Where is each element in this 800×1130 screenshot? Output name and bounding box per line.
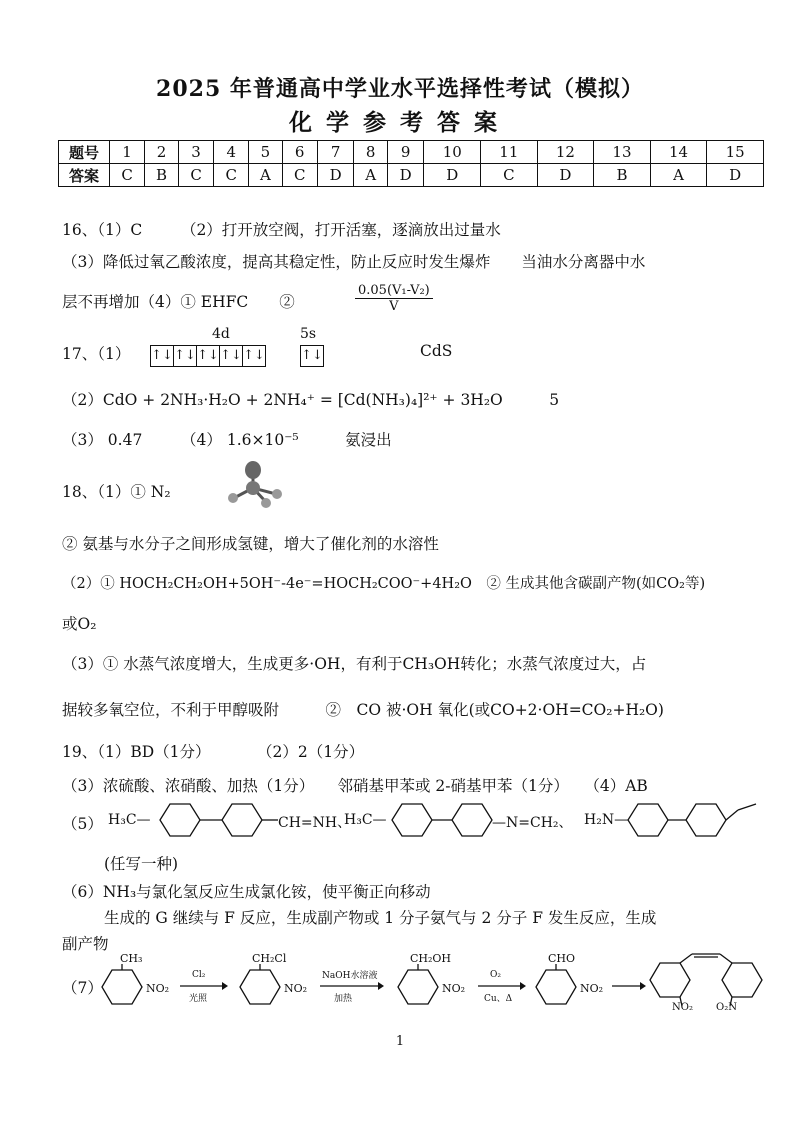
question-number-cell: 4 bbox=[214, 141, 249, 164]
q16-line3: 层不再增加（4）① EHFC ② bbox=[62, 293, 295, 311]
question-number-cell: 6 bbox=[282, 141, 317, 164]
q19-line1: 19、（1）BD（1分） （2）2（1分） bbox=[62, 743, 365, 761]
q19-line8-label: （7） bbox=[62, 979, 103, 997]
arrow2-bottom: 加热 bbox=[334, 994, 353, 1004]
question-number-cell: 13 bbox=[594, 141, 651, 164]
q18-line1: 18、（1）① N₂ bbox=[62, 483, 171, 501]
fraction-numerator: 0.05(V₁-V₂) bbox=[355, 283, 433, 299]
r3-sub-top: CH₂OH bbox=[410, 952, 452, 965]
question-number-cell: 2 bbox=[145, 141, 179, 164]
r4-sub-right: NO₂ bbox=[580, 982, 604, 995]
orbital-box: ↑↓ bbox=[174, 346, 197, 366]
answer-table bbox=[58, 140, 764, 187]
orbital-diagram-4d bbox=[150, 344, 266, 367]
benzene-ring-reactant-1 bbox=[96, 964, 146, 1010]
question-number-cell: 7 bbox=[317, 141, 354, 164]
answer-cell: D bbox=[317, 164, 354, 187]
arrow3-top: O₂ bbox=[490, 970, 501, 980]
orbital-label-4d: 4d bbox=[212, 326, 230, 342]
answer-cell: D bbox=[387, 164, 424, 187]
q17-line3: （3） 0.47 （4） 1.6×10⁻⁵ 氨浸出 bbox=[62, 431, 392, 449]
structure2-left: H₃C— bbox=[344, 812, 387, 828]
q18-line6: 据较多氧空位，不利于甲醇吸附 ② CO 被·OH 氧化(或CO+2·OH=CO₂+H₂O) bbox=[62, 701, 664, 719]
r1-sub-top: CH₃ bbox=[120, 952, 143, 965]
arrow2-top: NaOH水溶液 bbox=[322, 971, 378, 981]
q18-line3: （2）① HOCH₂CH₂OH+5OH⁻-4e⁻=HOCH₂COO⁻+4H₂O ② 生成其他含碳副产物(如CO₂等) bbox=[62, 576, 706, 592]
structure1-left: H₃C— bbox=[108, 812, 151, 828]
answer-cell: C bbox=[214, 164, 249, 187]
question-number-cell: 15 bbox=[707, 141, 764, 164]
question-number-cell: 12 bbox=[537, 141, 594, 164]
orbital-box: ↑↓ bbox=[151, 346, 174, 366]
arrow1-bottom: 光照 bbox=[189, 994, 208, 1004]
row-label-question: 题号 bbox=[59, 141, 110, 164]
q16-line1: 16、（1）C （2）打开放空阀，打开活塞，逐滴放出过量水 bbox=[62, 221, 501, 239]
answer-cell: D bbox=[424, 164, 481, 187]
answer-cell: C bbox=[110, 164, 145, 187]
answer-cell: A bbox=[650, 164, 707, 187]
q17-cds: CdS bbox=[420, 342, 453, 360]
page-number: 1 bbox=[395, 1034, 405, 1049]
answer-cell: C bbox=[179, 164, 214, 187]
answer-cell: D bbox=[707, 164, 764, 187]
q18-line4: 或O₂ bbox=[62, 615, 97, 633]
question-number-cell: 8 bbox=[354, 141, 387, 164]
q19-line5: （6）NH₃与氯化氢反应生成氯化铵，使平衡正向移动 bbox=[62, 883, 431, 901]
benzene-ring-reactant-4 bbox=[530, 964, 580, 1010]
answer-cell: A bbox=[354, 164, 387, 187]
r1-sub-right: NO₂ bbox=[146, 982, 170, 995]
question-number-cell: 5 bbox=[249, 141, 282, 164]
q17-label: 17、（1） bbox=[62, 345, 131, 363]
orbital-box: ↑↓ bbox=[220, 346, 243, 366]
structure1-right: CH=NH、 bbox=[278, 815, 352, 831]
orbital-box: ↑↓ bbox=[197, 346, 220, 366]
orbital-box: ↑↓ bbox=[243, 348, 265, 363]
structure3-left: H₂N— bbox=[584, 812, 629, 828]
orbital-label-5s: 5s bbox=[300, 326, 317, 342]
q19-line6: 生成的 G 继续与 F 反应，生成副产物或 1 分子氨气与 2 分子 F 发生反应，生成 bbox=[104, 909, 657, 927]
stilbene-product-structure bbox=[646, 952, 766, 1014]
arrow1-top: Cl₂ bbox=[192, 970, 206, 980]
answer-cell: C bbox=[282, 164, 317, 187]
question-number-cell: 14 bbox=[650, 141, 707, 164]
benzene-ring-reactant-3 bbox=[392, 964, 442, 1010]
q18-line2: ② 氨基与水分子之间形成氢键，增大了催化剂的水溶性 bbox=[62, 535, 439, 553]
q16-line2: （3）降低过氧乙酸浓度，提高其稳定性，防止反应时发生爆炸 当油水分离器中水 bbox=[62, 253, 646, 271]
reaction-arrow-4 bbox=[610, 980, 646, 992]
product-no2-left: NO₂ bbox=[672, 1002, 693, 1013]
answer-cell: A bbox=[249, 164, 282, 187]
answer-cell: D bbox=[537, 164, 594, 187]
row-label-answer: 答案 bbox=[59, 164, 110, 187]
q17-line2: （2）CdO + 2NH₃·H₂O + 2NH₄⁺ = [Cd(NH₃)₄]²⁺ + 3H₂O 5 bbox=[62, 391, 560, 409]
q19-line2: （3）浓硫酸、浓硝酸、加热（1分） 邻硝基甲苯或 2-硝基甲苯（1分） （4）AB bbox=[62, 777, 648, 795]
table-row-answers bbox=[59, 164, 764, 187]
q19-line3-label: （5） bbox=[62, 815, 103, 833]
r4-sub-top: CHO bbox=[548, 952, 576, 965]
page-subtitle: 化学参考答案 bbox=[289, 109, 511, 136]
structure2-right: —N=CH₂、 bbox=[492, 815, 573, 831]
benzene-ring-reactant-2 bbox=[234, 964, 284, 1010]
r2-sub-right: NO₂ bbox=[284, 982, 308, 995]
orbital-diagram-5s bbox=[300, 344, 324, 367]
biphenyl-ring-structure-1 bbox=[150, 800, 280, 840]
page-title: 2025 年普通高中学业水平选择性考试（模拟） bbox=[156, 76, 644, 102]
reaction-arrow-3 bbox=[476, 980, 526, 992]
biphenyl-ring-structure-2 bbox=[386, 800, 506, 840]
q19-line4: (任写一种) bbox=[104, 855, 179, 873]
q16-fraction bbox=[355, 283, 433, 314]
answer-cell: B bbox=[594, 164, 651, 187]
q19-line7: 副产物 bbox=[62, 935, 109, 953]
table-row-numbers bbox=[59, 141, 764, 164]
ammonia-molecule-model bbox=[218, 458, 288, 510]
q18-line5: （3）① 水蒸气浓度增大，生成更多·OH，有利于CH₃OH转化；水蒸气浓度过大，占 bbox=[62, 655, 647, 673]
question-number-cell: 3 bbox=[179, 141, 214, 164]
fraction-denominator: V bbox=[389, 299, 399, 314]
answer-cell: C bbox=[481, 164, 538, 187]
reaction-arrow-2 bbox=[318, 980, 384, 992]
question-number-cell: 9 bbox=[387, 141, 424, 164]
r2-sub-top: CH₂Cl bbox=[252, 952, 287, 965]
product-no2-right: O₂N bbox=[716, 1002, 737, 1013]
question-number-cell: 10 bbox=[424, 141, 481, 164]
reaction-arrow-1 bbox=[178, 980, 228, 992]
biphenyl-vinyl-structure-3 bbox=[622, 800, 762, 840]
arrow3-bottom: Cu、Δ bbox=[484, 994, 513, 1004]
question-number-cell: 1 bbox=[110, 141, 145, 164]
answer-cell: B bbox=[145, 164, 179, 187]
r3-sub-right: NO₂ bbox=[442, 982, 466, 995]
orbital-box: ↑↓ bbox=[301, 348, 323, 363]
question-number-cell: 11 bbox=[481, 141, 538, 164]
